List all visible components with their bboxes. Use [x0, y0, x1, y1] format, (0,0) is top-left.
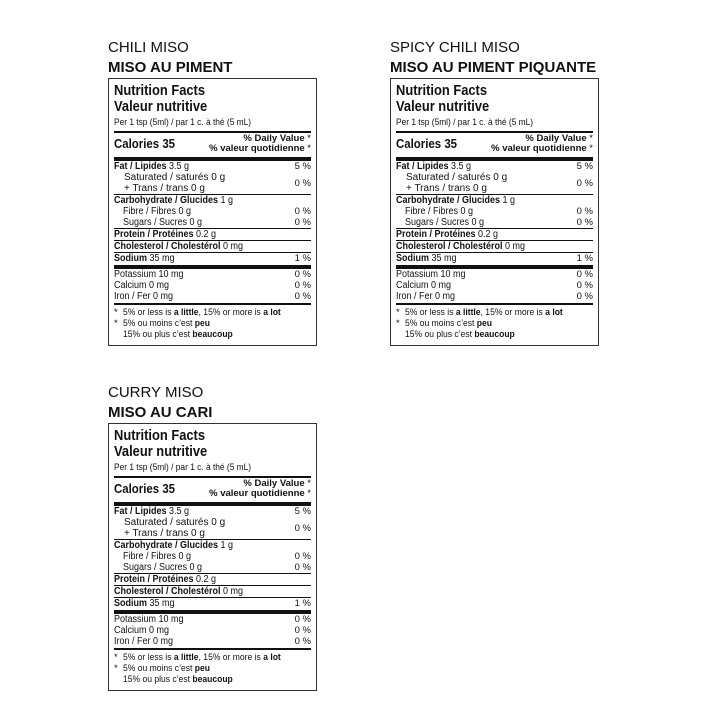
chol-amount: 0 mg: [223, 586, 244, 597]
carb-amount: 1 g: [220, 540, 234, 551]
fibre: Fibre / Fibres 0 g: [123, 551, 192, 562]
fat-amount: 3.5 g: [451, 161, 472, 172]
sodium-amount: 35 mg: [149, 598, 175, 609]
nutrition-facts-table: [390, 78, 599, 346]
fat-amount: 3.5 g: [169, 161, 190, 172]
calories: Calories 35: [396, 136, 458, 151]
sodium-amount: 35 mg: [149, 253, 175, 264]
asterisk: *: [396, 307, 400, 318]
dv-fr: % valeur quotidienne: [209, 488, 305, 499]
title-fr: Valeur nutritive: [396, 98, 490, 115]
daily-value-header: [209, 134, 311, 154]
sodium-amount: 35 mg: [431, 253, 457, 264]
product-name-en: CHILI MISO: [108, 39, 189, 56]
fat-row: [114, 506, 311, 517]
title-en: Nutrition Facts: [114, 82, 206, 99]
foot-en-b: a little: [173, 652, 199, 663]
protein-row: [114, 229, 311, 240]
iron-pct: 0 %: [576, 291, 593, 302]
sugars-pct: 0 %: [294, 562, 311, 573]
asterisk: *: [396, 318, 400, 329]
product-heading: [108, 383, 212, 423]
sugars-pct: 0 %: [576, 217, 593, 228]
calories-row: [114, 478, 311, 502]
sugars-row: [396, 217, 593, 228]
foot-fr-a: 5% ou moins c’est: [123, 663, 195, 674]
iron: Iron / Fer 0 mg: [114, 291, 174, 302]
asterisk: *: [114, 307, 118, 318]
asterisk: *: [307, 478, 311, 489]
fibre-pct: 0 %: [576, 206, 593, 217]
product-name-fr: MISO AU CARI: [108, 404, 213, 421]
product-name-fr: MISO AU PIMENT: [108, 59, 233, 76]
potassium-pct: 0 %: [576, 269, 593, 280]
product-curry-miso: [108, 383, 311, 685]
carb-label: Carbohydrate / Glucides: [114, 540, 219, 551]
iron: Iron / Fer 0 mg: [114, 636, 174, 647]
foot-en-a: 5% or less is: [123, 307, 174, 318]
title-fr: Valeur nutritive: [114, 98, 208, 115]
protein-label: Protein / Protéines: [114, 574, 194, 585]
calories: Calories 35: [114, 136, 176, 151]
sugars-row: [114, 562, 311, 573]
foot-fr-b: peu: [194, 318, 210, 329]
fat-label: Fat / Lipides: [396, 161, 449, 172]
saturated: Saturated / saturés 0 g: [124, 517, 226, 528]
daily-value-header: [491, 134, 593, 154]
sodium-pct: 1 %: [294, 598, 311, 609]
fibre: Fibre / Fibres 0 g: [405, 206, 474, 217]
fibre-row: [114, 551, 311, 562]
divider: [114, 303, 311, 305]
sat-trans-pct: 0 %: [576, 177, 593, 189]
carb-row: [396, 195, 593, 206]
carb-row: [114, 195, 311, 206]
sugars: Sugars / Sucres 0 g: [123, 217, 203, 228]
potassium: Potassium 10 mg: [114, 614, 184, 625]
iron-row: [114, 291, 311, 302]
dv-fr: % valeur quotidienne: [209, 143, 305, 154]
fibre-row: [114, 206, 311, 217]
title-fr: Valeur nutritive: [114, 443, 208, 460]
foot-fr-d: beaucoup: [192, 329, 233, 340]
iron-pct: 0 %: [294, 636, 311, 647]
sodium-pct: 1 %: [576, 253, 593, 264]
product-name-fr: MISO AU PIMENT PIQUANTE: [390, 59, 597, 76]
carb-label: Carbohydrate / Glucides: [114, 195, 219, 206]
product-chili-miso: [108, 38, 311, 340]
foot-en-c: , 15% or more is: [198, 307, 264, 318]
asterisk: *: [589, 143, 593, 154]
sat-trans-pct: 0 %: [294, 522, 311, 534]
asterisk: *: [114, 318, 118, 329]
potassium-row: [396, 269, 593, 280]
sodium-label: Sodium: [114, 598, 148, 609]
foot-fr-a: 5% ou moins c’est: [123, 318, 195, 329]
footnote: [114, 652, 311, 685]
iron: Iron / Fer 0 mg: [396, 291, 456, 302]
carb-amount: 1 g: [502, 195, 516, 206]
foot-en-b: a little: [173, 307, 199, 318]
sodium-pct: 1 %: [294, 253, 311, 264]
sodium-row: [114, 598, 311, 609]
saturated: Saturated / saturés 0 g: [406, 172, 508, 183]
serving-size: Per 1 tsp (5ml) / par 1 c. à thé (5 mL): [114, 462, 252, 473]
carb-amount: 1 g: [220, 195, 234, 206]
product-name-en: CURRY MISO: [108, 384, 204, 401]
foot-fr-d: beaucoup: [474, 329, 515, 340]
fat-row: [114, 161, 311, 172]
calcium-pct: 0 %: [294, 625, 311, 636]
footnote: [114, 307, 311, 340]
sodium-row: [114, 253, 311, 264]
chol-label: Cholesterol / Cholestérol: [114, 241, 221, 252]
foot-fr-c: 15% ou plus c’est: [123, 674, 193, 685]
foot-fr-c: 15% ou plus c’est: [405, 329, 475, 340]
fibre-pct: 0 %: [294, 551, 311, 562]
calories: Calories 35: [114, 481, 176, 496]
product-spicy-chili-miso: [390, 38, 597, 340]
calcium-row: [114, 280, 311, 291]
calcium-row: [114, 625, 311, 636]
saturated: Saturated / saturés 0 g: [124, 172, 226, 183]
sugars-row: [114, 217, 311, 228]
fibre-pct: 0 %: [294, 206, 311, 217]
foot-fr-d: beaucoup: [192, 674, 233, 685]
chol-label: Cholesterol / Cholestérol: [396, 241, 503, 252]
calcium-row: [396, 280, 593, 291]
daily-value-header: [209, 479, 311, 499]
carb-label: Carbohydrate / Glucides: [396, 195, 501, 206]
dv-en: % Daily Value: [525, 133, 587, 144]
protein-label: Protein / Protéines: [396, 229, 476, 240]
title-en: Nutrition Facts: [114, 427, 206, 444]
divider: [114, 648, 311, 650]
dv-en: % Daily Value: [243, 478, 305, 489]
cholesterol-row: [396, 241, 593, 252]
cholesterol-row: [114, 241, 311, 252]
divider: [396, 303, 593, 305]
potassium: Potassium 10 mg: [396, 269, 466, 280]
foot-en-a: 5% or less is: [405, 307, 456, 318]
protein-row: [114, 574, 311, 585]
fibre-row: [396, 206, 593, 217]
title-en: Nutrition Facts: [396, 82, 488, 99]
foot-en-a: 5% or less is: [123, 652, 174, 663]
product-heading: [108, 38, 232, 78]
protein-amount: 0.2 g: [196, 229, 217, 240]
footnote: [396, 307, 593, 340]
cholesterol-row: [114, 586, 311, 597]
product-heading: [390, 38, 596, 78]
asterisk: *: [307, 143, 311, 154]
sat-trans-block: [114, 517, 311, 539]
fat-amount: 3.5 g: [169, 506, 190, 517]
asterisk: *: [307, 488, 311, 499]
sat-trans-block: [396, 172, 593, 194]
trans: + Trans / trans 0 g: [124, 183, 205, 194]
foot-fr-b: peu: [476, 318, 492, 329]
calcium-pct: 0 %: [576, 280, 593, 291]
asterisk: *: [114, 663, 118, 674]
calories-row: [396, 133, 593, 157]
nutrition-facts-table: [108, 78, 317, 346]
foot-en-c: , 15% or more is: [198, 652, 264, 663]
calories-row: [114, 133, 311, 157]
fat-pct: 5 %: [294, 506, 311, 517]
chol-label: Cholesterol / Cholestérol: [114, 586, 221, 597]
asterisk: *: [114, 652, 118, 663]
foot-fr-b: peu: [194, 663, 210, 674]
nutrition-facts-table: [108, 423, 317, 691]
sodium-label: Sodium: [396, 253, 430, 264]
protein-amount: 0.2 g: [196, 574, 217, 585]
sodium-row: [396, 253, 593, 264]
protein-row: [396, 229, 593, 240]
potassium: Potassium 10 mg: [114, 269, 184, 280]
trans: + Trans / trans 0 g: [406, 183, 487, 194]
sodium-label: Sodium: [114, 253, 148, 264]
iron-row: [396, 291, 593, 302]
sugars: Sugars / Sucres 0 g: [405, 217, 485, 228]
product-name-en: SPICY CHILI MISO: [390, 39, 520, 56]
calcium: Calcium 0 mg: [114, 280, 170, 291]
fat-pct: 5 %: [576, 161, 593, 172]
foot-fr-c: 15% ou plus c’est: [123, 329, 193, 340]
foot-en-d: a lot: [263, 652, 281, 663]
potassium-row: [114, 614, 311, 625]
asterisk: *: [589, 133, 593, 144]
sugars-pct: 0 %: [294, 217, 311, 228]
asterisk: *: [307, 133, 311, 144]
foot-en-c: , 15% or more is: [480, 307, 546, 318]
chol-amount: 0 mg: [505, 241, 526, 252]
serving-size: Per 1 tsp (5ml) / par 1 c. à thé (5 mL): [396, 117, 534, 128]
iron-row: [114, 636, 311, 647]
fibre: Fibre / Fibres 0 g: [123, 206, 192, 217]
potassium-row: [114, 269, 311, 280]
dv-fr: % valeur quotidienne: [491, 143, 587, 154]
potassium-pct: 0 %: [294, 614, 311, 625]
foot-en-d: a lot: [263, 307, 281, 318]
chol-amount: 0 mg: [223, 241, 244, 252]
fat-row: [396, 161, 593, 172]
sat-trans-pct: 0 %: [294, 177, 311, 189]
sugars: Sugars / Sucres 0 g: [123, 562, 203, 573]
dv-en: % Daily Value: [243, 133, 305, 144]
fat-label: Fat / Lipides: [114, 161, 167, 172]
potassium-pct: 0 %: [294, 269, 311, 280]
calcium: Calcium 0 mg: [396, 280, 452, 291]
calcium-pct: 0 %: [294, 280, 311, 291]
sat-trans-block: [114, 172, 311, 194]
trans: + Trans / trans 0 g: [124, 528, 205, 539]
foot-en-b: a little: [455, 307, 481, 318]
serving-size: Per 1 tsp (5ml) / par 1 c. à thé (5 mL): [114, 117, 252, 128]
protein-label: Protein / Protéines: [114, 229, 194, 240]
iron-pct: 0 %: [294, 291, 311, 302]
foot-fr-a: 5% ou moins c’est: [405, 318, 477, 329]
fat-pct: 5 %: [294, 161, 311, 172]
foot-en-d: a lot: [545, 307, 563, 318]
carb-row: [114, 540, 311, 551]
protein-amount: 0.2 g: [478, 229, 499, 240]
fat-label: Fat / Lipides: [114, 506, 167, 517]
calcium: Calcium 0 mg: [114, 625, 170, 636]
